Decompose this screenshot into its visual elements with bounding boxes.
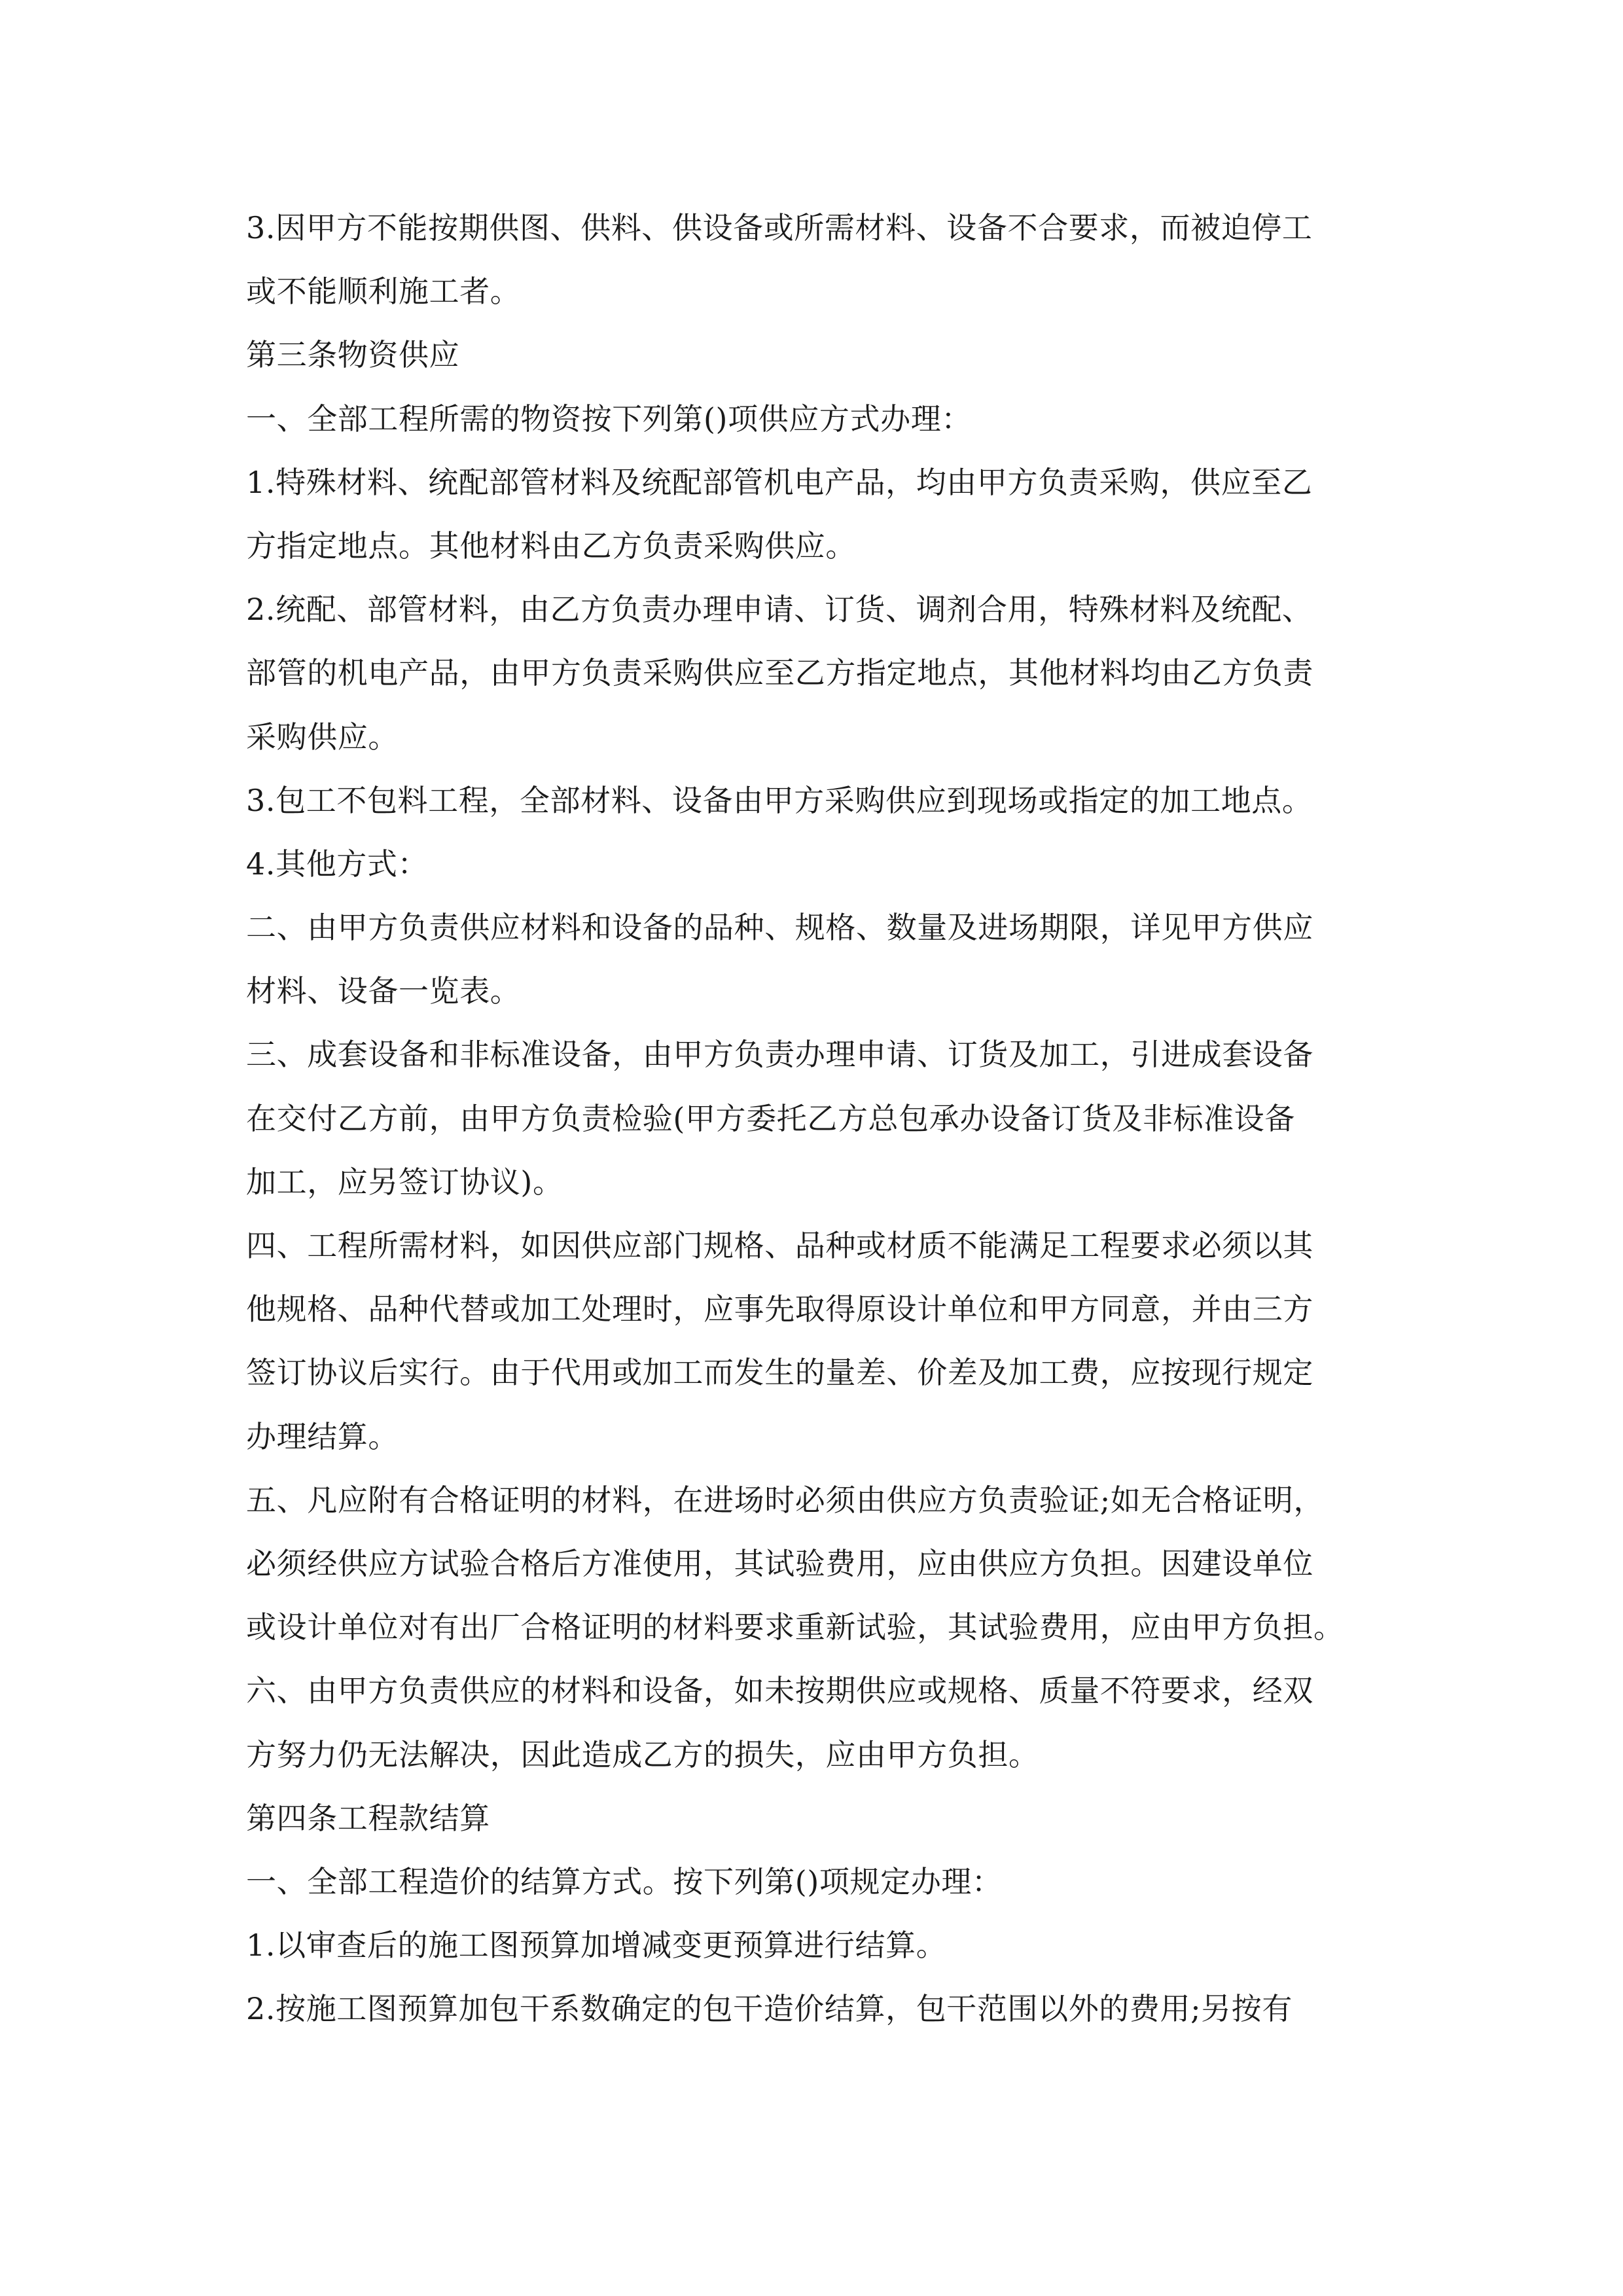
text-line: 1.特殊材料、统配部管材料及统配部管机电产品，均由甲方负责采购，供应至乙 (246, 464, 1313, 500)
section-heading: 第三条物资供应 (246, 337, 460, 373)
text-line: 或设计单位对有出厂合格证明的材料要求重新试验，其试验费用，应由甲方负担。 (246, 1609, 1344, 1645)
text-line: 四、工程所需材料，如因供应部门规格、品种或材质不能满足工程要求必须以其 (246, 1228, 1313, 1263)
section-heading: 第四条工程款结算 (246, 1800, 490, 1836)
text-line: 签订协议后实行。由于代用或加工而发生的量差、价差及加工费，应按现行规定 (246, 1355, 1313, 1391)
text-line: 在交付乙方前，由甲方负责检验(甲方委托乙方总包承办设备订货及非标准设备 (246, 1100, 1295, 1136)
text-line: 或不能顺利施工者。 (246, 274, 521, 310)
text-line: 一、全部工程造价的结算方式。按下列第()项规定办理： (246, 1863, 1003, 1899)
text-line: 3.因甲方不能按期供图、供料、供设备或所需材料、设备不合要求，而被迫停工 (246, 210, 1313, 245)
text-line: 2.按施工图预算加包干系数确定的包干造价结算，包干范围以外的费用;另按有 (246, 1991, 1293, 2027)
text-line: 1.以审查后的施工图预算加增减变更预算进行结算。 (246, 1928, 947, 1964)
document-body (246, 196, 1398, 2041)
text-line: 方指定地点。其他材料由乙方负责采购供应。 (246, 528, 856, 564)
text-line: 二、由甲方负责供应材料和设备的品种、规格、数量及进场期限，详见甲方供应 (246, 910, 1313, 946)
text-line: 材料、设备一览表。 (246, 973, 521, 1009)
text-line: 六、由甲方负责供应的材料和设备，如未按期供应或规格、质量不符要求，经双 (246, 1673, 1313, 1709)
text-line: 3.包工不包料工程，全部材料、设备由甲方采购供应到现场或指定的加工地点。 (246, 782, 1313, 818)
text-line: 办理结算。 (246, 1418, 399, 1454)
text-line: 一、全部工程所需的物资按下列第()项供应方式办理： (246, 401, 972, 437)
text-line: 必须经供应方试验合格后方准使用，其试验费用，应由供应方负担。因建设单位 (246, 1545, 1313, 1581)
text-line: 2.统配、部管材料，由乙方负责办理申请、订货、调剂合用，特殊材料及统配、 (246, 592, 1313, 628)
text-line: 他规格、品种代替或加工处理时，应事先取得原设计单位和甲方同意，并由三方 (246, 1291, 1313, 1327)
text-line: 三、成套设备和非标准设备，由甲方负责办理申请、订货及加工，引进成套设备 (246, 1037, 1313, 1073)
text-line: 五、凡应附有合格证明的材料，在进场时必须由供应方负责验证;如无合格证明， (246, 1482, 1325, 1518)
text-line: 4.其他方式： (246, 846, 429, 882)
text-line: 部管的机电产品，由甲方负责采购供应至乙方指定地点，其他材料均由乙方负责 (246, 655, 1313, 691)
text-line: 加工，应另签订协议)。 (246, 1164, 563, 1200)
text-line: 采购供应。 (246, 719, 399, 755)
text-line: 方努力仍无法解决，因此造成乙方的损失，应由甲方负担。 (246, 1736, 1039, 1772)
